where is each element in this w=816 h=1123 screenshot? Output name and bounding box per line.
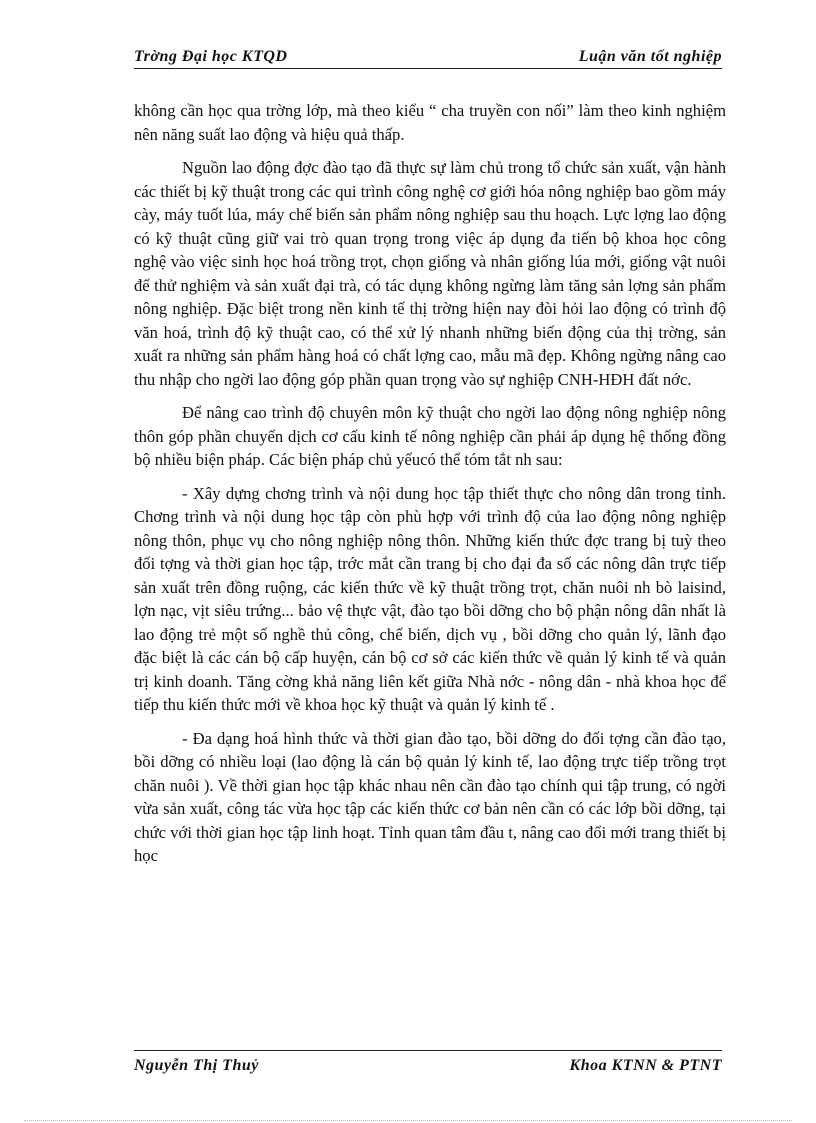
footer-author: Nguyễn Thị Thuỷ [134, 1057, 259, 1074]
paragraph-measure-diversify: - Đa dạng hoá hình thức và thời gian đào tạo, bồi dỡng do đối tợng cần đào tạo, bồi dỡng có nhiều loại (lao động là cán bộ quản lý kinh tế, lao động trực tiếp trồng trọt chăn nuôi ). Về thời gian học tập khác nhau nên cần đào tạo chính qui tập trung, có ngời vừa sản xuất, công tác vừa học tập các kiến thức cơ bản nên cần có các lớp bồi dỡng, tại chức với thời gian học tập linh hoạt. Tỉnh quan tâm đầu t, nâng cao đổi mới trang thiết bị học [134, 728, 726, 865]
page-bottom-divider [24, 1120, 792, 1121]
page-footer [134, 1050, 722, 1074]
paragraph-measures-intro: Để nâng cao trình độ chuyên môn kỹ thuật cho ngời lao động nông nghiệp nông thôn góp phần chuyển dịch cơ cấu kinh tế nông nghiệp cần phải áp dụng hệ thống đồng bộ nhiều biện pháp. Các biện pháp chủ yếucó thể tóm tắt nh sau: [134, 403, 726, 469]
paragraph-continuation: không cần học qua trờng lớp, mà theo kiểu “ cha truyền con nối” làm theo kinh nghiệm nên năng suất lao động và hiệu quả thấp. [134, 101, 726, 144]
paragraph-measure-curriculum: - Xây dựng chơng trình và nội dung học tập thiết thực cho nông dân trong tỉnh. Chơng trình và nội dung học tập còn phù hợp với trình độ của lao động nông nghiệp nông thôn, phục vụ cho nông nghiệp nông thôn. Những kiến thức đợc trang bị tuỳ theo đối tợng và thời gian học tập, trớc mắt cần trang bị cho đại đa số các nông dân trực tiếp sản xuất trên đồng ruộng, các kiến thức về kỹ thuật trồng trọt, chăn nuôi nh bò laisind, lợn nạc, vịt siêu trứng... bảo vệ thực vật, đào tạo bồi dỡng cho bộ phận nông dân nhất là lao động trẻ một số nghề thủ công, chế biến, dịch vụ , bồi dỡng cho quản lý, lãnh đạo đặc biệt là các cán bộ cấp huyện, cán bộ cơ sở các kiến thức về quản lý kinh tế và quản trị kinh doanh. Tăng cờng khả năng liên kết giữa Nhà nớc - nông dân - nhà khoa học để tiếp thu kiến thức mới về khoa học kỹ thuật và quản lý kinh tế . [134, 483, 726, 714]
page-header [134, 46, 722, 69]
footer-faculty: Khoa KTNN & PTNT [569, 1057, 722, 1074]
header-thesis-label: Luận văn tốt nghiệp [578, 48, 722, 65]
header-school: Trờng Đại học KTQD [134, 48, 288, 65]
paragraph-labor-source: Nguồn lao động đợc đào tạo đã thực sự làm chủ trong tổ chức sản xuất, vận hành các thiết bị kỹ thuật trong các qui trình công nghệ cơ giới hóa nông nghiệp bao gồm máy cày, máy tuốt lúa, máy chế biến sản phẩm nông nghiệp sau thu hoạch. Lực lợng lao động có kỹ thuật cũng giữ vai trò quan trọng trong việc áp dụng đa tiến bộ khoa học công nghệ vào việc sinh học hoá trồng trọt, chọn giống và nhân giống lúa mới, giống vật nuôi để thử nghiệm và sản xuất đại trà, có tác dụng không ngừng làm tăng sản lợng sản phẩm nông nghiệp. Đặc biệt trong nền kinh tế thị trờng hiện nay đòi hỏi lao động có trình độ văn hoá, trình độ kỹ thuật cao, có thể xử lý nhanh những biến động của thị trờng, sản xuất ra những sản phẩm hàng hoá có chất lợng cao, mẫu mã đẹp. Không ngừng nâng cao thu nhập cho ngời lao động góp phần quan trọng vào sự nghiệp CNH-HĐH đất nớc. [134, 158, 726, 389]
document-body [134, 99, 726, 868]
